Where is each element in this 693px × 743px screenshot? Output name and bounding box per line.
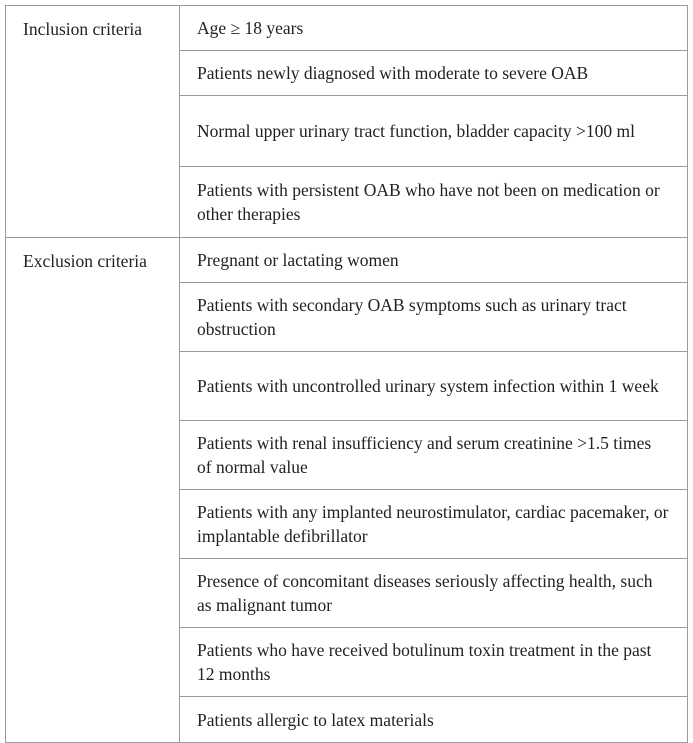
criteria-table-body — [6, 6, 688, 743]
criterion-text: Patients with any implanted neurostimulator, cardiac pacemaker, or implantable defibrillator — [197, 502, 669, 546]
criterion-cell — [180, 559, 688, 628]
criterion-cell — [180, 421, 688, 490]
criterion-text: Normal upper urinary tract function, bladder capacity >100 ml — [197, 121, 635, 141]
criteria-table — [5, 5, 688, 743]
criterion-cell — [180, 490, 688, 559]
criterion-cell — [180, 697, 688, 743]
exclusion-criteria-label: Exclusion criteria — [6, 238, 180, 743]
criterion-text: Patients with secondary OAB symptoms such as urinary tract obstruction — [197, 295, 627, 339]
criterion-cell — [180, 628, 688, 697]
inclusion-criteria-label: Inclusion criteria — [6, 6, 180, 238]
criterion-text: Presence of concomitant diseases seriously affecting health, such as malignant tumor — [197, 571, 653, 615]
criterion-cell — [180, 96, 688, 167]
criterion-cell — [180, 352, 688, 421]
table-row — [6, 238, 688, 283]
criterion-cell — [180, 167, 688, 238]
criterion-cell — [180, 283, 688, 352]
criterion-text: Patients with renal insufficiency and serum creatinine >1.5 times of normal value — [197, 433, 652, 477]
criterion-cell — [180, 51, 688, 96]
criterion-cell — [180, 238, 688, 283]
criterion-text: Patients who have received botulinum toxin treatment in the past 12 months — [197, 640, 652, 684]
criterion-text: Age ≥ 18 years — [197, 18, 304, 38]
criterion-cell — [180, 6, 688, 51]
criterion-text: Patients newly diagnosed with moderate to severe OAB — [197, 63, 589, 83]
criterion-text: Patients allergic to latex materials — [197, 709, 434, 730]
criterion-text: Patients with uncontrolled urinary system infection within 1 week — [197, 376, 659, 396]
table-row — [6, 6, 688, 51]
criterion-text: Patients with persistent OAB who have not been on medication or other therapies — [197, 180, 660, 224]
criterion-text: Pregnant or lactating women — [197, 250, 399, 270]
